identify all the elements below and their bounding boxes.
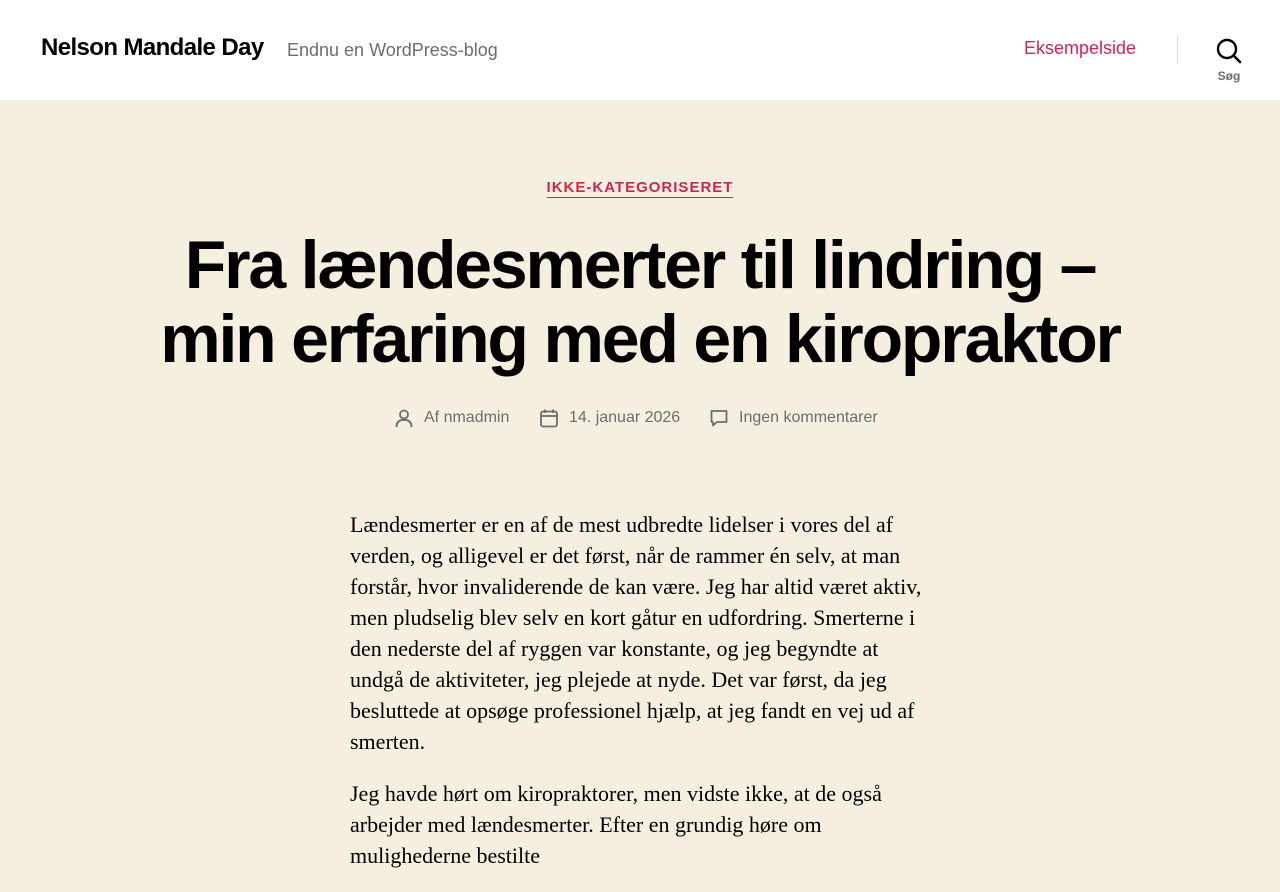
- calendar-icon: [539, 408, 559, 428]
- site-header: [0, 0, 1280, 100]
- date-link[interactable]: 14. januar 2026: [569, 409, 681, 426]
- author-link[interactable]: Af nmadmin: [424, 409, 510, 426]
- post-comments: [709, 406, 878, 430]
- content-paragraph: Jeg havde hørt om kiropraktorer, men vidste ikke, at de også arbejder med lændesmerter. Efter en grundig høre om mulighederne bestilte: [350, 781, 882, 868]
- header-divider: [1177, 36, 1178, 64]
- content-paragraph: Lændesmerter er en af de mest udbredte lidelser i vores del af verden, og alligevel er det først, når de rammer én selv, at man forstår, hvor invaliderende de kan være. Jeg har altid været aktiv, men pludselig blev selv en kort gåtur en udfordring. Smerterne i den nederste del af ryggen var konstante, og jeg begyndte at undgå de aktiviteter, jeg plejede at nyde. Det var først, da jeg besluttede at opsøge professionel hjælp, at jeg fandt en vej ud af smerten.: [350, 512, 922, 754]
- category-link[interactable]: IKKE-KATEGORISERET: [546, 179, 734, 196]
- post-category: [0, 179, 1280, 197]
- post-content: [350, 509, 930, 892]
- search-label: Søg: [1217, 69, 1241, 83]
- search-icon: [1216, 38, 1242, 64]
- post-date: [539, 406, 680, 430]
- search-toggle-button[interactable]: [1200, 34, 1258, 88]
- user-icon: [394, 408, 414, 428]
- comment-icon: [709, 408, 729, 428]
- post-author: [394, 406, 509, 430]
- site-description: Endnu en WordPress-blog: [287, 40, 498, 60]
- post-title: Fra lændesmerter til lindring – min erfaring med en kiropraktor: [160, 227, 1120, 377]
- comments-link[interactable]: Ingen kommentarer: [739, 409, 878, 426]
- site-title[interactable]: Nelson Mandale Day: [41, 34, 264, 61]
- nav-link-eksempelside[interactable]: Eksempelside: [1024, 38, 1137, 58]
